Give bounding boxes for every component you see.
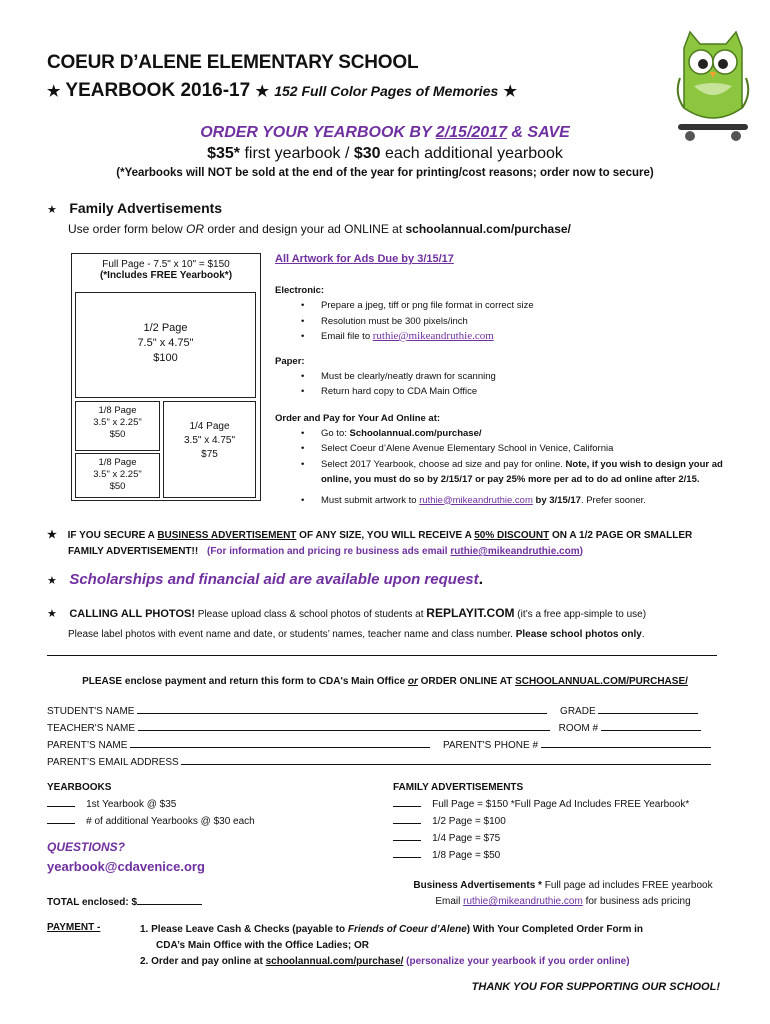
- replayit-link[interactable]: REPLAYIT.COM: [426, 606, 515, 620]
- submit-prefix: Must submit artwork to: [321, 494, 420, 506]
- parent-name-row: [47, 737, 717, 754]
- half-page-field[interactable]: [393, 813, 421, 824]
- quarter-page-price: $75: [201, 449, 218, 460]
- half-page-option: 1/2 Page = $100: [432, 816, 506, 827]
- payment-two-note: (personalize your yearbook if you order online): [403, 956, 630, 967]
- business-email-link[interactable]: ruthie@mikeandruthie.com: [450, 546, 580, 557]
- list-item: • Select Coeur d’Alene Avenue Elementary School in Venice, California: [275, 441, 755, 457]
- student-name-label: STUDENT'S NAME: [47, 706, 135, 717]
- business-info: (For information and pricing re business ads email: [206, 546, 451, 557]
- quarter-page-ad-box: [163, 401, 256, 498]
- list-item: • Must be clearly/neatly drawn for scanning: [275, 369, 755, 385]
- payment-payee: Friends of Coeur d’Alene: [347, 924, 467, 935]
- total-row: [47, 894, 202, 908]
- grade-label: GRADE: [560, 706, 596, 717]
- first-yearbook-label: 1st Yearbook @ $35: [86, 799, 177, 810]
- online-list: [275, 426, 755, 509]
- list-item: • Resolution must be 300 pixels/inch: [275, 314, 755, 330]
- business-form-email-link[interactable]: ruthie@mikeandruthie.com: [463, 896, 583, 907]
- payment-options: [140, 922, 740, 970]
- electronic-label: Electronic:: [275, 285, 325, 296]
- yearbooks-section: [47, 780, 255, 830]
- photos-title: CALLING ALL PHOTOS!: [69, 608, 196, 620]
- desc-or: OR: [186, 222, 205, 236]
- room-field[interactable]: [601, 720, 701, 731]
- yearbook-title: [47, 80, 517, 102]
- yearbooks-label: YEARBOOKS: [47, 782, 112, 793]
- student-name-field[interactable]: [137, 703, 547, 714]
- desc-site-link[interactable]: schoolannual.com/purchase/: [405, 222, 571, 236]
- family-form-label: FAMILY ADVERTISEMENTS: [393, 782, 524, 793]
- enclose-site-link[interactable]: SCHOOLANNUAL.COM/PURCHASE/: [515, 676, 688, 687]
- price-additional-text: each additional yearbook: [380, 145, 563, 162]
- family-ads-heading: [47, 200, 222, 218]
- eighth-page-price: $50: [109, 429, 126, 440]
- additional-yearbook-label: # of additional Yearbooks @ $30 each: [86, 816, 255, 827]
- additional-yearbook-field[interactable]: [47, 813, 75, 824]
- eighth-page-size: 3.5" x 2.25": [93, 469, 142, 480]
- paper-list: [275, 369, 755, 400]
- enclose-or: or: [407, 676, 418, 687]
- eighth-page-ad-box-1: [75, 401, 160, 451]
- goto-prefix: Go to:: [321, 427, 350, 439]
- half-page-size: 7.5" x 4.75": [137, 337, 194, 349]
- photos-school-only: Please school photos only: [515, 629, 642, 640]
- photos-section: [47, 604, 757, 644]
- list-item: [275, 426, 755, 442]
- scholarships-text: Scholarships and financial aid are available upon request: [69, 571, 479, 588]
- business-info-close: ): [579, 546, 583, 557]
- desc-text-2: order and design your ad ONLINE at: [204, 222, 406, 236]
- parent-email-label: PARENT’S EMAIL ADDRESS: [47, 757, 179, 768]
- business-discount: [47, 527, 747, 560]
- eighth-page-label: 1/8 Page: [98, 457, 137, 468]
- enclose-text: PLEASE enclose payment and return this form to CDA's Main Office: [82, 676, 408, 687]
- submit-email-link[interactable]: ruthie@mikeandruthie.com: [419, 494, 533, 506]
- student-name-row: [47, 703, 717, 720]
- order-suffix: & SAVE: [506, 124, 570, 141]
- list-item: • Return hard copy to CDA Main Office: [275, 384, 755, 400]
- parent-email-row: [47, 754, 717, 771]
- quarter-page-field[interactable]: [393, 830, 421, 841]
- star-icon: ★: [47, 83, 61, 100]
- star-bullet-icon: ★: [47, 529, 57, 541]
- eighth-page-ad-box-2: [75, 453, 160, 498]
- submit-date: by 3/15/17: [532, 494, 581, 506]
- paper-label: Paper:: [275, 355, 305, 367]
- half-page-price: $100: [153, 352, 178, 364]
- parent-name-label: PARENT’S NAME: [47, 740, 128, 751]
- half-page-label: 1/2 Page: [143, 322, 188, 334]
- list-item: [275, 329, 755, 345]
- total-field[interactable]: [137, 894, 202, 905]
- room-label: ROOM #: [558, 723, 599, 734]
- full-page-note: (*Includes FREE Yearbook*): [99, 270, 233, 281]
- eighth-page-option: 1/8 Page = $50: [432, 850, 501, 861]
- artwork-due: All Artwork for Ads Due by 3/15/17: [275, 253, 454, 265]
- half-page-ad-box: [75, 292, 256, 398]
- quarter-page-label: 1/4 Page: [189, 421, 230, 432]
- yearbook-year: YEARBOOK 2016-17: [65, 80, 251, 101]
- eighth-page-price: $50: [109, 481, 126, 492]
- period: .: [641, 629, 645, 640]
- business-text: IF YOU SECURE A: [67, 530, 158, 541]
- price-additional: $30: [353, 145, 381, 162]
- pages-subtitle: 152 Full Color Pages of Memories: [274, 83, 499, 99]
- star-bullet-icon: ★: [47, 608, 57, 620]
- photos-instructions: Please label photos with event name and date, or students’ names, teacher name and class number.: [68, 629, 516, 640]
- business-text: OF ANY SIZE, YOU WILL RECEIVE A: [296, 530, 475, 541]
- price-first-text: first yearbook /: [240, 145, 354, 162]
- parent-name-field[interactable]: [130, 737, 430, 748]
- payment-label: PAYMENT -: [47, 922, 101, 933]
- star-bullet-icon: ★: [47, 204, 57, 216]
- questions-label: QUESTIONS?: [47, 840, 126, 854]
- business-ads-note: [393, 878, 733, 910]
- full-page-field[interactable]: [393, 796, 421, 807]
- teacher-name-row: [47, 720, 717, 737]
- grade-field[interactable]: [598, 703, 698, 714]
- business-form-email-prefix: Email: [435, 896, 464, 907]
- teacher-name-field[interactable]: [138, 720, 550, 731]
- list-item: [275, 457, 755, 488]
- student-info-form: [47, 703, 717, 771]
- family-ads-desc: [68, 222, 571, 236]
- payment-one-cont: CDA’s Main Office with the Office Ladies; OR: [156, 940, 369, 951]
- business-form-label: Business Advertisements *: [413, 880, 542, 891]
- eighth-page-field[interactable]: [393, 847, 421, 858]
- payment-one-end: ) With Your Completed Order Form in: [466, 924, 644, 935]
- eighth-page-label: 1/8 Page: [98, 405, 137, 416]
- phone-field[interactable]: [541, 737, 711, 748]
- list-item: • Prepare a jpeg, tiff or png file format in correct size: [275, 298, 755, 314]
- business-ad-label: BUSINESS ADVERTISEMENT: [157, 530, 297, 541]
- select-note: Note, if you wish to design your ad online, you must do so by 2/15/17 or pay 25% more per ad to do ad online after 2/15.: [321, 458, 723, 485]
- order-date: 2/15/2017: [435, 124, 507, 141]
- online-label: Order and Pay for Your Ad Online at:: [275, 412, 441, 424]
- order-prefix: ORDER YOUR YEARBOOK BY: [200, 124, 436, 141]
- divider: [47, 655, 717, 656]
- photos-text: Please upload class & school photos of students at: [195, 609, 427, 620]
- star-icon: ★: [255, 83, 269, 100]
- artwork-instructions: [275, 284, 755, 508]
- scholarships-line: ★ Scholarships and financial aid are available upon request.: [47, 571, 484, 588]
- price-line: [0, 145, 770, 163]
- select-text: Select 2017 Yearbook, choose ad size and pay for online.: [321, 458, 566, 470]
- discount-label: 50% DISCOUNT: [474, 530, 550, 541]
- thank-you: THANK YOU FOR SUPPORTING OUR SCHOOL!: [471, 981, 720, 993]
- quarter-page-option: 1/4 Page = $75: [432, 833, 501, 844]
- email-prefix: Email file to: [321, 331, 373, 342]
- total-label: TOTAL enclosed: $: [47, 897, 138, 908]
- business-form-text: Full page ad includes FREE yearbook: [541, 880, 713, 891]
- warning-note: (*Yearbooks will NOT be sold at the end of the year for printing/cost reasons; order now to secure): [116, 167, 654, 179]
- teacher-name-label: TEACHER'S NAME: [47, 723, 136, 734]
- submit-suffix: . Prefer sooner.: [580, 494, 646, 506]
- goto-site-link[interactable]: Schoolannual.com/purchase/: [349, 427, 482, 439]
- photos-note: (it’s a free app-simple to use): [514, 609, 647, 620]
- price-first: $35*: [207, 145, 241, 162]
- parent-email-field[interactable]: [181, 754, 711, 765]
- enclose-line: [0, 676, 770, 687]
- payment-two: 2. Order and pay online at: [140, 956, 266, 967]
- questions-email-link[interactable]: yearbook@cdavenice.org: [47, 859, 205, 874]
- eighth-page-size: 3.5" x 2.25": [93, 417, 142, 428]
- electronic-list: [275, 298, 755, 345]
- full-page-option: Full Page = $150 *Full Page Ad Includes FREE Yearbook*: [432, 799, 690, 810]
- star-icon: ★: [503, 83, 517, 100]
- phone-label: PARENT'S PHONE #: [442, 740, 539, 751]
- payment-one: 1. Please Leave Cash & Checks (payable to: [140, 924, 348, 935]
- business-text: ON A 1/2 PAGE OR SMALLER: [549, 530, 693, 541]
- school-title: COEUR D’ALENE ELEMENTARY SCHOOL: [47, 52, 419, 73]
- star-bullet-icon: ★: [47, 575, 57, 587]
- enclose-text-2: ORDER ONLINE AT: [417, 676, 516, 687]
- desc-text: Use order form below: [68, 222, 187, 236]
- payment-site-link[interactable]: schoolannual.com/purchase/: [265, 956, 404, 967]
- family-ads-form: [393, 780, 689, 864]
- full-page-label: Full Page - 7.5" x 10" = $150: [102, 259, 230, 270]
- list-item: [275, 493, 755, 509]
- business-form-text-2: for business ads pricing: [582, 896, 691, 907]
- business-text: FAMILY ADVERTISEMENT!!: [68, 546, 199, 557]
- artwork-email-link[interactable]: ruthie@mikeandruthie.com: [372, 330, 494, 342]
- first-yearbook-field[interactable]: [47, 796, 75, 807]
- family-ads-title: Family Advertisements: [69, 200, 223, 216]
- quarter-page-size: 3.5" x 4.75": [183, 435, 236, 446]
- order-headline: [0, 124, 770, 142]
